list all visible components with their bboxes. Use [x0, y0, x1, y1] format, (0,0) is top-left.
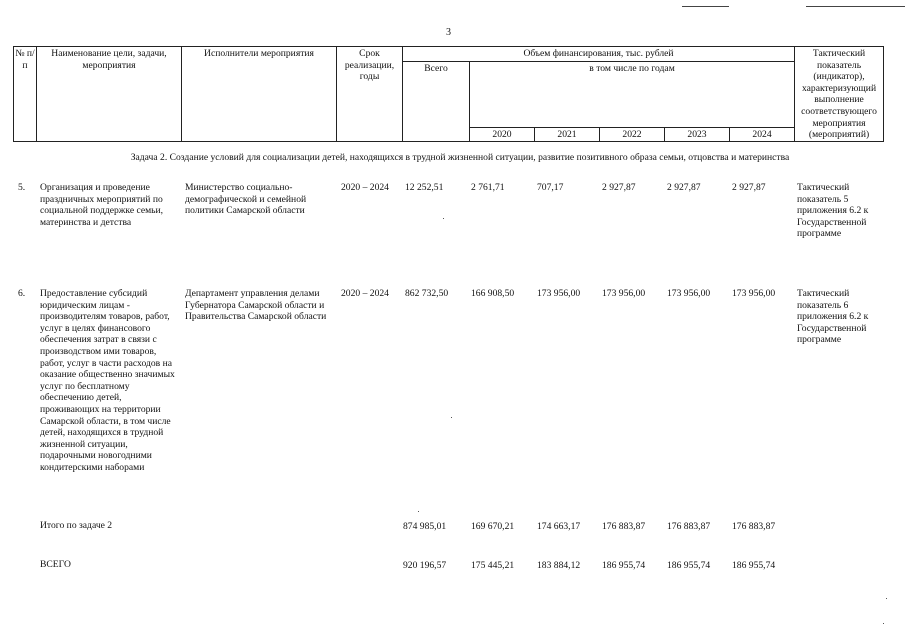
- header-year: 2022: [600, 128, 665, 142]
- scan-speck: [443, 218, 444, 219]
- subtotal-total: 874 985,01: [403, 521, 447, 532]
- row-2023: 173 956,00: [667, 288, 711, 299]
- row-2021: 707,17: [537, 182, 564, 193]
- header-num: № п/п: [14, 47, 37, 142]
- row-2024: 173 956,00: [732, 288, 776, 299]
- grand-total-2024: 186 955,74: [732, 560, 776, 571]
- row-2022: 173 956,00: [602, 288, 646, 299]
- scan-line: [682, 6, 729, 7]
- row-2020: 166 908,50: [471, 288, 515, 299]
- header-year: 2020: [470, 128, 535, 142]
- header-name: Наименование цели, задачи, мероприятия: [37, 47, 182, 142]
- row-name: Предоставление субсидий юридическим лицам - производителям товаров, работ, услуг в целях финансового обеспечения затрат в связи с производством ими товаров, работ, услуг в части расходов на оказание общественно значимых услуг по бесплатному обеспечению детей, проживающих на территории Самарской области, в том числе детей, находящихся в трудной жизненной ситуации, подарочными новогодними кондитерскими наборами: [40, 288, 175, 473]
- subtotal-2022: 176 883,87: [602, 521, 646, 532]
- row-total: 862 732,50: [405, 288, 449, 299]
- task-title: Задача 2. Создание условий для социализации детей, находящихся в трудной жизненной ситуации, развитие позитивного образа семьи, отцовства и материнства: [130, 152, 790, 163]
- scan-speck: [883, 623, 884, 624]
- scan-line: [806, 6, 905, 7]
- row-period: 2020 – 2024: [341, 288, 389, 299]
- row-indicator: Тактический показатель 5 приложения 6.2 к Государственной программе: [797, 182, 869, 240]
- subtotal-2023: 176 883,87: [667, 521, 711, 532]
- header-by-year: в том числе по годам: [470, 62, 795, 128]
- grand-total-label: ВСЕГО: [40, 559, 71, 570]
- header-funding: Объем финансирования, тыс. рублей: [403, 47, 795, 62]
- row-2024: 2 927,87: [732, 182, 766, 193]
- row-2020: 2 761,71: [471, 182, 505, 193]
- header-period: Срок реализации, годы: [337, 47, 403, 142]
- row-num: 6.: [18, 288, 26, 299]
- grand-total-2020: 175 445,21: [471, 560, 515, 571]
- subtotal-label: Итого по задаче 2: [40, 520, 113, 531]
- row-2021: 173 956,00: [537, 288, 581, 299]
- row-executor: Департамент управления делами Губернатора Самарской области и Правительства Самарской области: [185, 288, 327, 323]
- row-indicator: Тактический показатель 6 приложения 6.2 к Государственной программе: [797, 288, 869, 346]
- row-num: 5.: [18, 182, 26, 193]
- header-total: Всего: [403, 62, 470, 142]
- header-year: 2024: [730, 128, 795, 142]
- scan-speck: [418, 511, 419, 512]
- subtotal-2024: 176 883,87: [732, 521, 776, 532]
- header-indicator: Тактический показатель (индикатор), характеризующий выполнение соответствующего мероприятия (мероприятий): [795, 47, 884, 142]
- header-executors: Исполнители мероприятия: [182, 47, 337, 142]
- header-year: 2021: [535, 128, 600, 142]
- subtotal-2020: 169 670,21: [471, 521, 515, 532]
- row-2023: 2 927,87: [667, 182, 701, 193]
- header-table: [13, 46, 884, 142]
- page-number: 3: [446, 27, 451, 38]
- row-total: 12 252,51: [405, 182, 444, 193]
- grand-total-2022: 186 955,74: [602, 560, 646, 571]
- row-2022: 2 927,87: [602, 182, 636, 193]
- scan-speck: [886, 598, 887, 599]
- row-executor: Министерство социально-демографической и семейной политики Самарской области: [185, 182, 307, 217]
- row-name: Организация и проведение праздничных мероприятий по социальной поддержке семьи, материнства и детства: [40, 182, 164, 228]
- grand-total-total: 920 196,57: [403, 560, 447, 571]
- scan-speck: [451, 417, 452, 418]
- row-period: 2020 – 2024: [341, 182, 389, 193]
- grand-total-2021: 183 884,12: [537, 560, 581, 571]
- header-year: 2023: [665, 128, 730, 142]
- subtotal-2021: 174 663,17: [537, 521, 581, 532]
- grand-total-2023: 186 955,74: [667, 560, 711, 571]
